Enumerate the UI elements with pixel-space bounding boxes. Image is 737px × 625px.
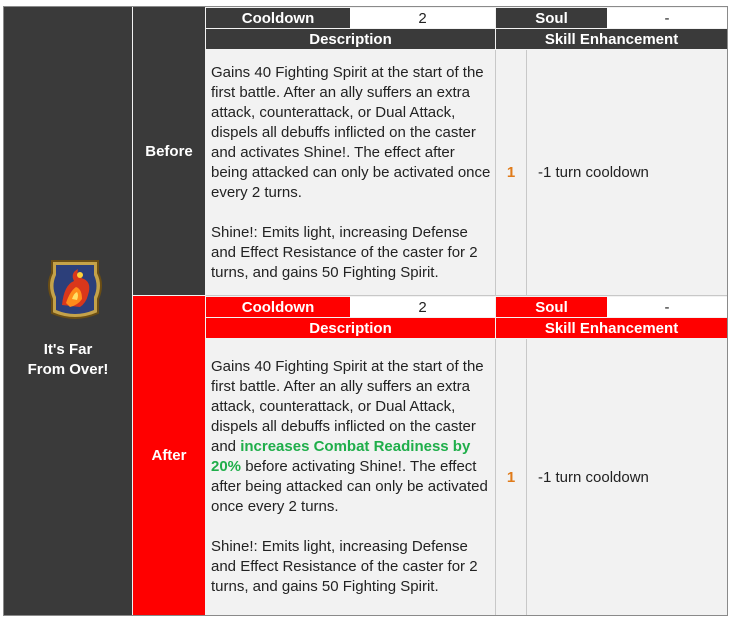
after-enhancement-text xyxy=(527,339,727,615)
after-col-divider xyxy=(495,339,496,615)
skill-flame-bird-icon xyxy=(44,255,106,321)
before-cooldown-value-text: 2 xyxy=(418,9,427,27)
skill-column xyxy=(4,7,132,615)
after-description xyxy=(206,339,495,615)
after-cooldown-value xyxy=(350,297,495,317)
section-divider xyxy=(206,295,727,296)
before-enhancement-level xyxy=(496,50,526,295)
before-enhancement-header-text: Skill Enhancement xyxy=(544,30,679,48)
after-enhancement-level-text: 1 xyxy=(506,468,516,486)
before-soul-value xyxy=(607,8,727,28)
after-soul-value xyxy=(607,297,727,317)
after-cooldown-label xyxy=(206,297,350,317)
before-cooldown-value xyxy=(350,8,495,28)
after-cooldown-label-text: Cooldown xyxy=(241,298,315,316)
after-enhancement-level xyxy=(496,339,526,615)
after-description-header xyxy=(206,318,495,338)
after-label-text: After xyxy=(151,447,187,464)
before-soul-value-text: - xyxy=(664,9,670,27)
after-enhancement-header xyxy=(496,318,727,338)
before-description-p2: Shine!: Emits light, increasing Defense and Effect Resistance of the caster for 2 turns, and gains 50 Fighting Spirit. xyxy=(211,223,478,281)
after-col-divider-2 xyxy=(526,339,527,615)
after-description-header-text: Description xyxy=(309,319,392,337)
before-soul-label-text: Soul xyxy=(535,9,568,27)
after-description-p1-b: before activating Shine!. The effect after being attacked can only be activated once every 2 turns. xyxy=(211,458,488,515)
before-enhancement-header xyxy=(496,29,727,49)
after-description-p1 xyxy=(211,357,495,517)
after-soul-label xyxy=(496,297,607,317)
before-enhancement-text-value: -1 turn cooldown xyxy=(538,164,649,181)
after-description-p2: Shine!: Emits light, increasing Defense and Effect Resistance of the caster for 2 turns, and gains 50 Fighting Spirit. xyxy=(211,538,478,595)
before-col-divider-2 xyxy=(526,50,527,295)
before-label-text: Before xyxy=(145,142,193,160)
before-description-header-text: Description xyxy=(309,30,392,48)
after-soul-value-text: - xyxy=(664,298,670,316)
before-cooldown-label-text: Cooldown xyxy=(241,9,315,27)
after-label xyxy=(133,296,205,615)
skill-name xyxy=(4,340,132,380)
before-enhancement-level-text: 1 xyxy=(506,164,516,181)
before-description-p1: Gains 40 Fighting Spirit at the start of the first battle. After an ally suffers an extra attack, counterattack, or Dual Attack, dispels all debuffs inflicted on the caster and activates Shine!. The effect after being attacked can only be activated once every 2 turns. xyxy=(211,63,491,201)
after-description-highlight: increases Combat Readiness by 20% xyxy=(211,438,471,475)
before-description xyxy=(206,50,495,295)
after-soul-label-text: Soul xyxy=(535,298,568,316)
skill-name-line1: It's Far xyxy=(43,341,93,358)
after-enhancement-header-text: Skill Enhancement xyxy=(544,319,679,337)
before-cooldown-label xyxy=(206,8,350,28)
skill-name-line2: From Over! xyxy=(27,361,109,378)
after-description-p1-a: Gains 40 Fighting Spirit at the start of the first battle. After an ally suffers an extra attack, counterattack, or Dual Attack, dispels all debuffs inflicted on the caster and xyxy=(211,358,484,455)
before-label xyxy=(133,7,205,295)
before-enhancement-text xyxy=(527,50,727,295)
before-soul-label xyxy=(496,8,607,28)
before-col-divider xyxy=(495,50,496,295)
after-cooldown-value-text: 2 xyxy=(418,298,427,316)
after-enhancement-text-value: -1 turn cooldown xyxy=(538,468,649,486)
before-description-header xyxy=(206,29,495,49)
